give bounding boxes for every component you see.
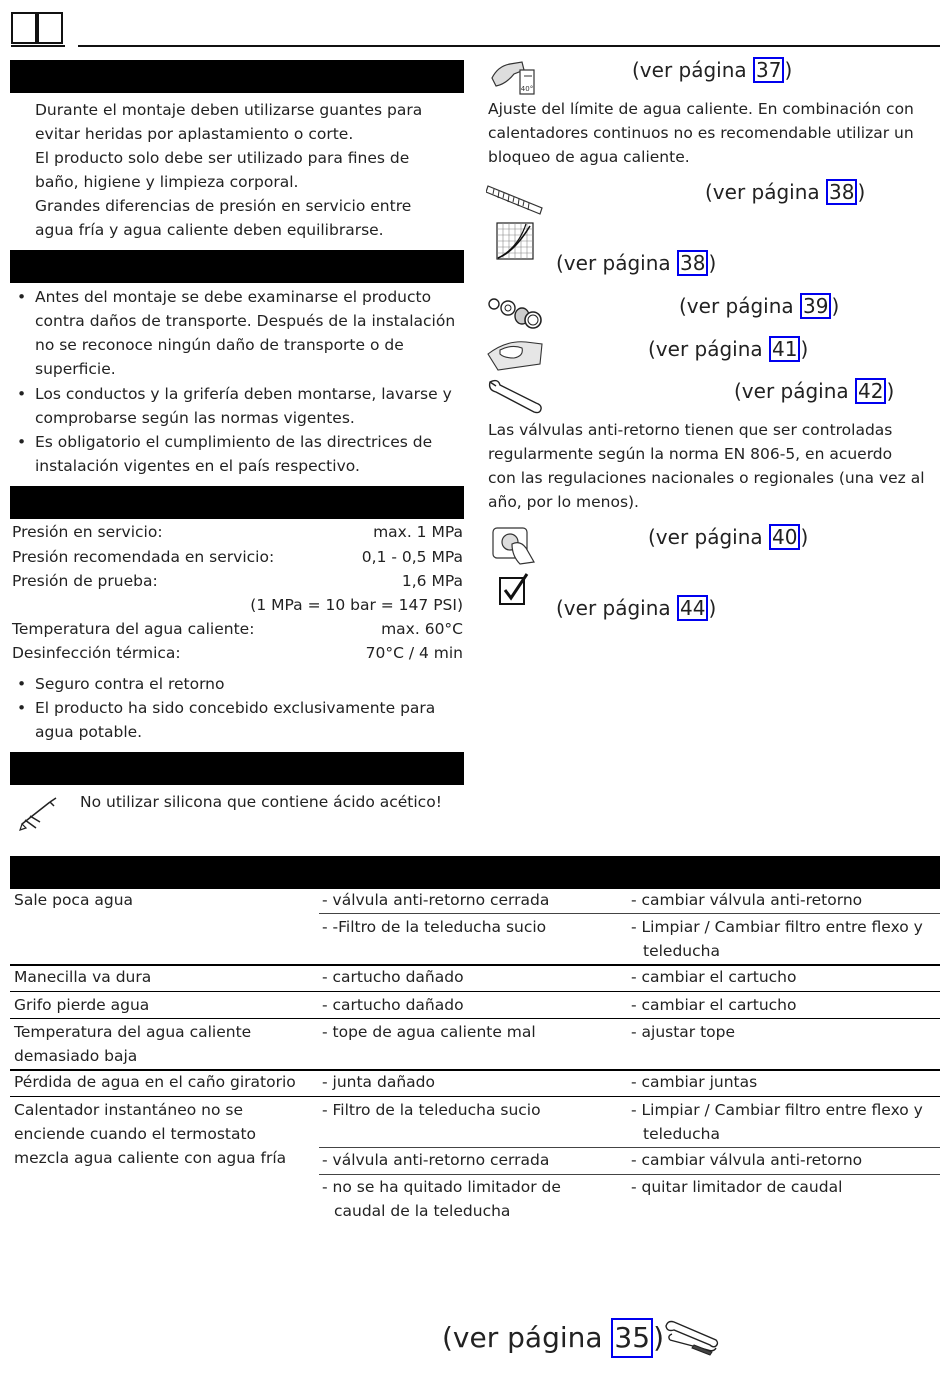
- cleaning-hand-icon: [486, 334, 546, 374]
- tech-label: Presión de prueba:: [12, 572, 158, 590]
- text-line: Ajuste del límite de agua caliente. En combinación con: [488, 100, 914, 118]
- cause-cell: - válvula anti-retorno cerrada: [322, 1151, 550, 1169]
- symptom-cell: mezcla agua caliente con agua fría: [14, 1149, 287, 1167]
- ref-page-number[interactable]: 41: [769, 336, 800, 362]
- remedy-cell: - ajustar tope: [631, 1023, 736, 1041]
- manual-book-icon: [10, 10, 66, 48]
- svg-text:40°: 40°: [520, 85, 534, 93]
- cause-cell: - cartucho dañado: [322, 968, 464, 986]
- ruler-dimensions-icon: [486, 180, 544, 216]
- symptom-cell: Calentador instantáneo no se: [14, 1101, 243, 1119]
- ref-page-number[interactable]: 39: [800, 293, 831, 319]
- ref-prefix: (ver página: [442, 1321, 612, 1354]
- list-item-cont: comprobarse según las normas vigentes.: [35, 409, 355, 427]
- row-divider: [10, 1096, 940, 1097]
- row-divider: [319, 913, 940, 914]
- symptom-cell: Manecilla va dura: [14, 968, 152, 986]
- remedy-cell: - cambiar válvula anti-retorno: [631, 1151, 863, 1169]
- symptom-cell: enciende cuando el termostato: [14, 1125, 257, 1143]
- ref-page-number[interactable]: 40: [769, 524, 800, 550]
- spare-parts-icon: [486, 292, 546, 332]
- tech-value: 70°C / 4 min: [365, 644, 463, 662]
- text-line: bloqueo de agua caliente.: [488, 148, 690, 166]
- ref-suffix: ): [784, 58, 793, 82]
- page-ref-link[interactable]: [679, 293, 839, 319]
- list-item: • Los conductos y la grifería deben montarse, lavarse y: [35, 382, 452, 406]
- remedy-cell: - Limpiar / Cambiar filtro entre flexo y: [631, 1101, 923, 1119]
- tech-value: max. 60°C: [381, 620, 463, 638]
- row-divider: [10, 1018, 940, 1019]
- cause-cell: - junta dañado: [322, 1073, 435, 1091]
- flow-diagram-icon: [496, 222, 534, 260]
- silicone-warning-text: No utilizar silicona que contiene ácido acético!: [80, 793, 442, 811]
- section-bar-troubleshooting: [10, 856, 940, 889]
- tech-value: (1 MPa = 10 bar = 147 PSI): [250, 596, 463, 614]
- ref-suffix: ): [800, 525, 809, 549]
- wrench-icon: [486, 376, 546, 416]
- ref-page-number[interactable]: 38: [677, 250, 708, 276]
- list-item-cont: no se reconoce ningún daño de transporte o de: [35, 336, 404, 354]
- symptom-cell: demasiado baja: [14, 1047, 138, 1065]
- ref-prefix: (ver página: [705, 180, 827, 204]
- ref-prefix: (ver página: [632, 58, 754, 82]
- thermostat-adjust-icon: [488, 56, 540, 98]
- safety-line: evitar heridas por aplastamiento o corte.: [35, 125, 354, 143]
- ref-prefix: (ver página: [734, 379, 856, 403]
- tech-label: Temperatura del agua caliente:: [12, 620, 255, 638]
- ref-prefix: (ver página: [648, 337, 770, 361]
- cause-cell: - -Filtro de la teleducha sucio: [322, 918, 547, 936]
- text-line: año, por lo menos).: [488, 493, 639, 511]
- safety-line: El producto solo debe ser utilizado para fines de: [35, 149, 410, 167]
- page-ref-link[interactable]: [556, 595, 716, 621]
- ref-suffix: ): [886, 379, 895, 403]
- ref-suffix: ): [831, 294, 840, 318]
- section-bar-technical-data: [10, 486, 464, 519]
- remedy-cell: teleducha: [643, 942, 720, 960]
- list-item: • El producto ha sido concebido exclusivamente para: [35, 696, 435, 720]
- ref-prefix: (ver página: [648, 525, 770, 549]
- safety-line: Grandes diferencias de presión en servicio entre: [35, 197, 412, 215]
- page-ref-link[interactable]: [632, 57, 792, 83]
- page-ref-link[interactable]: [556, 250, 716, 276]
- tech-row: [12, 641, 463, 665]
- tech-row: [12, 520, 463, 544]
- section-bar-silicone: [10, 752, 464, 785]
- ref-page-number[interactable]: 35: [611, 1318, 653, 1358]
- list-item-cont: agua potable.: [35, 723, 143, 741]
- ref-prefix: (ver página: [556, 596, 678, 620]
- ref-suffix: ): [708, 596, 717, 620]
- tech-label: Desinfección térmica:: [12, 644, 181, 662]
- cause-cell: - no se ha quitado limitador de: [322, 1178, 561, 1196]
- ref-suffix: ): [857, 180, 866, 204]
- ref-suffix: ): [800, 337, 809, 361]
- text-line: calentadores continuos no es recomendable utilizar un: [488, 124, 914, 142]
- page-ref-link[interactable]: [648, 524, 808, 550]
- tech-value: 1,6 MPa: [401, 572, 463, 590]
- remedy-cell: - quitar limitador de caudal: [631, 1178, 843, 1196]
- row-divider: [10, 991, 940, 992]
- cause-cell: - Filtro de la teleducha sucio: [322, 1101, 541, 1119]
- cause-cell: - cartucho dañado: [322, 996, 464, 1014]
- symptom-cell: Temperatura del agua caliente: [14, 1023, 252, 1041]
- remedy-cell: - cambiar el cartucho: [631, 968, 797, 986]
- operation-hand-icon: [490, 522, 540, 566]
- ref-suffix: ): [653, 1321, 664, 1354]
- ref-suffix: ): [708, 251, 717, 275]
- safety-line: Durante el montaje deben utilizarse guantes para: [35, 101, 423, 119]
- list-item: • Seguro contra el retorno: [35, 672, 225, 696]
- cause-cell: - válvula anti-retorno cerrada: [322, 891, 550, 909]
- tech-label: Presión recomendada en servicio:: [12, 548, 275, 566]
- tech-value: max. 1 MPa: [373, 523, 463, 541]
- symptom-cell: Pérdida de agua en el caño giratorio: [14, 1073, 296, 1091]
- ref-page-number[interactable]: 37: [753, 57, 784, 83]
- symptom-cell: Grifo pierde agua: [14, 996, 150, 1014]
- list-item-cont: superficie.: [35, 360, 116, 378]
- tech-row: [12, 545, 463, 569]
- tech-label: Presión en servicio:: [12, 523, 163, 541]
- silicone-gun-icon: [16, 794, 60, 832]
- tech-value: 0,1 - 0,5 MPa: [361, 548, 463, 566]
- ref-page-number[interactable]: 44: [677, 595, 708, 621]
- remedy-cell: - cambiar juntas: [631, 1073, 758, 1091]
- text-line: Las válvulas anti-retorno tienen que ser controladas: [488, 421, 893, 439]
- tech-row: [12, 617, 463, 641]
- remedy-cell: - Limpiar / Cambiar filtro entre flexo y: [631, 918, 923, 936]
- cause-cell: caudal de la teleducha: [334, 1202, 511, 1220]
- text-line: con las regulaciones nacionales o regionales (una vez al: [488, 469, 925, 487]
- section-bar-mounting: [10, 250, 464, 283]
- list-item-cont: contra daños de transporte. Después de la instalación: [35, 312, 456, 330]
- cause-cell: - tope de agua caliente mal: [322, 1023, 536, 1041]
- ref-prefix: (ver página: [556, 251, 678, 275]
- page-ref-link[interactable]: [648, 336, 808, 362]
- remedy-cell: teleducha: [643, 1125, 720, 1143]
- tech-row: [12, 569, 463, 593]
- test-certificate-icon: [498, 572, 530, 606]
- page-ref-link[interactable]: [734, 378, 894, 404]
- text-line: regularmente según la norma EN 806-5, en acuerdo: [488, 445, 893, 463]
- symptom-cell: Sale poca agua: [14, 891, 134, 909]
- list-item-cont: instalación vigentes en el país respectivo.: [35, 457, 360, 475]
- ref-prefix: (ver página: [679, 294, 801, 318]
- list-item: • Es obligatorio el cumplimiento de las directrices de: [35, 430, 432, 454]
- safety-line: agua fría y agua caliente deben equilibrarse.: [35, 221, 384, 239]
- page-ref-link[interactable]: [442, 1318, 664, 1358]
- ref-page-number[interactable]: 38: [826, 179, 857, 205]
- page-ref-link[interactable]: [705, 179, 865, 205]
- header-rule: [78, 45, 940, 47]
- section-bar-safety: [10, 60, 464, 93]
- tools-icon: [664, 1318, 720, 1356]
- list-item: • Antes del montaje se debe examinarse el producto: [35, 285, 431, 309]
- ref-page-number[interactable]: 42: [855, 378, 886, 404]
- remedy-cell: - cambiar el cartucho: [631, 996, 797, 1014]
- remedy-cell: - cambiar válvula anti-retorno: [631, 891, 863, 909]
- safety-line: baño, higiene y limpieza corporal.: [35, 173, 299, 191]
